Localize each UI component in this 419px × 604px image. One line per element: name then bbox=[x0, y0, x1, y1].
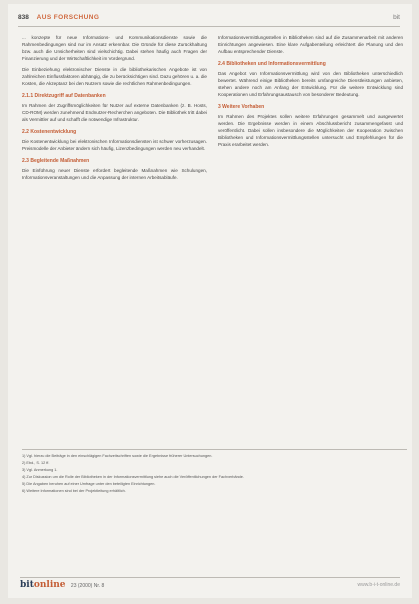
section-heading: 2.1.1 Direktzugriff auf Datenbanken bbox=[22, 93, 106, 99]
journal-logo bbox=[20, 578, 66, 592]
right-column bbox=[218, 34, 403, 152]
page-number: 838 bbox=[18, 14, 29, 21]
header-right-text: bit bbox=[393, 14, 400, 21]
footnote: 1) Vgl. hierzu die Beiträge in den einschlägigen Fachzeitschriften sowie die Ergebnisse früherer Untersuchungen. bbox=[22, 454, 213, 458]
section-title: AUS FORSCHUNG bbox=[36, 14, 100, 21]
section-heading: 2.3 Begleitende Maßnahmen bbox=[22, 158, 90, 164]
paragraph: Die Einbeziehung elektronischer Dienste in die bibliothekarischen Angebote ist von zahlreichen Einflussfaktoren abhängig, die zu berücksichtigen sind. Dazu gehören u. a. die Kosten, die Akzeptanz bei den Nutzern sowie die rechtlichen Rahmenbedingungen. bbox=[22, 67, 207, 86]
page-header bbox=[18, 12, 400, 27]
footnote: 5) Die Angaben beruhen auf einer Umfrage unter den beteiligten Einrichtungen. bbox=[22, 482, 156, 486]
section-heading: 2.2 Kostenentwicklung bbox=[22, 129, 77, 135]
paragraph: Im Rahmen des Projektes sollen weitere Erfahrungen gesammelt und ausgewertet werden. Die Ergebnisse werden in einem Abschlussbericht zusammengefasst und veröffentlicht. Dabei sollen insbesondere die Möglichkeiten der Kooperation zwischen Bibliotheken und Informationsvermittlungsstellen untersucht und Empfehlungen für die Praxis erarbeitet werden. bbox=[218, 114, 403, 147]
paragraph: Informationsvermittlungsstellen in Bibliotheken sind auf die Zusammenarbeit mit anderen Einrichtungen angewiesen. Eine klare Aufgabenteilung erleichtert die Planung und den Aufbau entsprechender Dienste. bbox=[218, 35, 403, 54]
section-heading: 2.4 Bibliotheken und Informationsvermittlung bbox=[218, 61, 326, 67]
paragraph: ... konzepte für neue Informations- und Kommunikationsdienste sowie die Rahmenbedingungen sind nur im Ansatz erkennbar. Die Gründe für diese Zurückhaltung bzw. auch die Unsicherheiten sind vielschichtig. Dabei stehen häufig auch Fragen der Finanzierung und der Wirtschaftlichkeit im Vordergrund. bbox=[22, 35, 207, 61]
section-heading: 3 Weitere Vorhaben bbox=[218, 104, 265, 110]
page-footer bbox=[20, 577, 400, 592]
issue-info: 23 (2000) Nr. 8 bbox=[70, 583, 105, 589]
footnotes bbox=[22, 449, 407, 495]
footer-url: www.b-i-t-online.de bbox=[357, 582, 400, 588]
footnote: 3) Vgl. Anmerkung 1. bbox=[22, 468, 58, 472]
paragraph: Die Kostenentwicklung bei elektronischen Informationsdiensten ist schwer vorherzusagen. Preismodelle der Anbieter ändern sich häufig, Lizenzbedingungen werden neu verhandelt. bbox=[22, 139, 207, 151]
document-page bbox=[8, 4, 412, 598]
paragraph: Das Angebot von Informationsvermittlung wird von den Bibliotheken unterschiedlich bewertet. Während einige Bibliotheken bereits umfangreiche Dienstleistungen anbieten, stehen andere noch am Anfang der Entwicklung. Für die weitere Entwicklung sind Kooperationen und Erfahrungsaustausch von besonderer Bedeutung. bbox=[218, 71, 403, 97]
paragraph: Im Rahmen der Zugriffsmöglichkeiten für Nutzer auf externe Datenbanken (z. B. Hosts, CD-ROM) werden zunehmend Endnutzer-Recherchen angeboten. Die Bibliothek tritt dabei als Vermittler auf und schafft die notwendige Infrastruktur. bbox=[22, 103, 207, 122]
footnote: 2) Ebd., S. 12 ff. bbox=[22, 461, 50, 465]
footnote: 4) Zur Diskussion um die Rolle der Bibliotheken in der Informationsvermittlung siehe auch die Veröffentlichungen der Fachverbände. bbox=[22, 475, 244, 479]
paragraph: Die Einführung neuer Dienste erfordert begleitende Maßnahmen wie Schulungen, Informationsveranstaltungen und die Anpassung der internen Arbeitsabläufe. bbox=[22, 168, 207, 180]
logo-main: bit bbox=[20, 580, 34, 590]
footnote: 6) Weitere Informationen sind bei der Projektleitung erhältlich. bbox=[22, 489, 126, 493]
logo-accent: online bbox=[33, 580, 66, 590]
left-column bbox=[22, 34, 207, 185]
